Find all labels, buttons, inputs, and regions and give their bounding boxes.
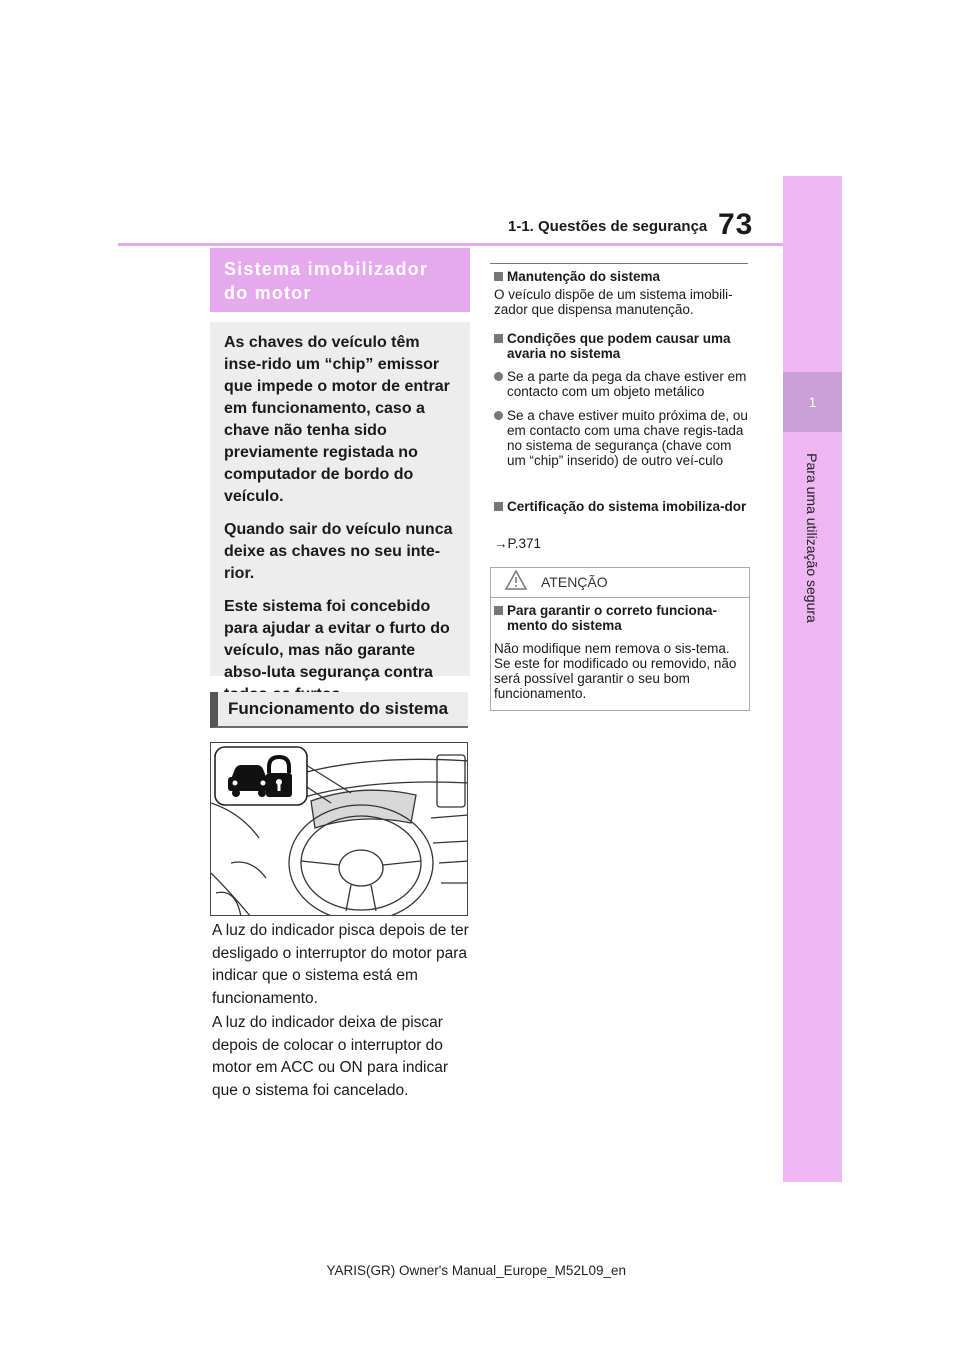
dashboard-illustration	[210, 742, 468, 916]
warning-triangle-icon	[504, 569, 528, 591]
intro-summary-box	[210, 322, 470, 681]
warning-text: Não modifique nem remova o sis-tema. Se este for modificado ou removido, não será possível garantir o seu bom funcionamento.	[494, 641, 737, 701]
certification-reference[interactable]: →P.371	[494, 536, 542, 551]
chapter-label: Para uma utilização segura	[804, 453, 820, 623]
conditions-heading: Condições que podem causar uma avaria no sistema	[494, 331, 752, 361]
section-title: 1-1. Questões de segurança	[508, 218, 708, 235]
maintenance-text: O veículo dispõe de um sistema imobili-zador que dispensa manutenção.	[494, 287, 733, 317]
body-paragraph: A luz do indicador deixa de piscar depois de colocar o interruptor do motor em ACC ou ON para indicar que o sistema foi cancelado.	[212, 1014, 449, 1099]
section-heading-immobilizer: Sistema imobilizador do motor	[210, 248, 470, 312]
warning-title: ATENÇÃO	[541, 574, 608, 590]
warning-title-row	[490, 567, 750, 598]
intro-paragraph: Este sistema foi concebido para ajudar a evitar o furto do veículo, mas não garante abso-luta segurança contra	[224, 598, 450, 681]
body-paragraph: A luz do indicador pisca depois de ter desligado o interruptor do motor para indicar que o sistema está em funcionamento.	[212, 922, 469, 1007]
warning-heading: Para garantir o correto funciona-mento do sistema	[494, 603, 749, 633]
intro-paragraph: Quando sair do veículo nunca deixe as chaves no seu inte-rior.	[224, 521, 453, 582]
footer-manual-id: YARIS(GR) Owner's Manual_Europe_M52L09_en	[326, 1263, 626, 1278]
maintenance-heading: Manutenção do sistema	[494, 269, 765, 284]
dashboard-drawing	[211, 743, 468, 916]
intro-paragraph: As chaves do veículo têm inse-rido um “chip” emissor que impede o motor de entrar em funcionamento, caso a chave não tenha sido previamente registada no computador de bordo do veículo.	[224, 334, 450, 505]
subsection-heading-function: Funcionamento do sistema	[210, 692, 468, 728]
header-divider	[118, 243, 783, 246]
certification-heading: Certificação do sistema imobiliza-dor	[494, 499, 752, 514]
page-number: 73	[718, 208, 754, 241]
condition-item: Se a parte da pega da chave estiver em contacto com um objeto metálico	[494, 369, 752, 399]
column-divider	[490, 263, 748, 264]
chapter-number: 1	[808, 394, 817, 410]
condition-item: Se a chave estiver muito próxima de, ou em contacto com uma chave regis-tada no sistema de segurança (chave com um “chip” inserido) de outro veí-culo	[494, 408, 752, 468]
